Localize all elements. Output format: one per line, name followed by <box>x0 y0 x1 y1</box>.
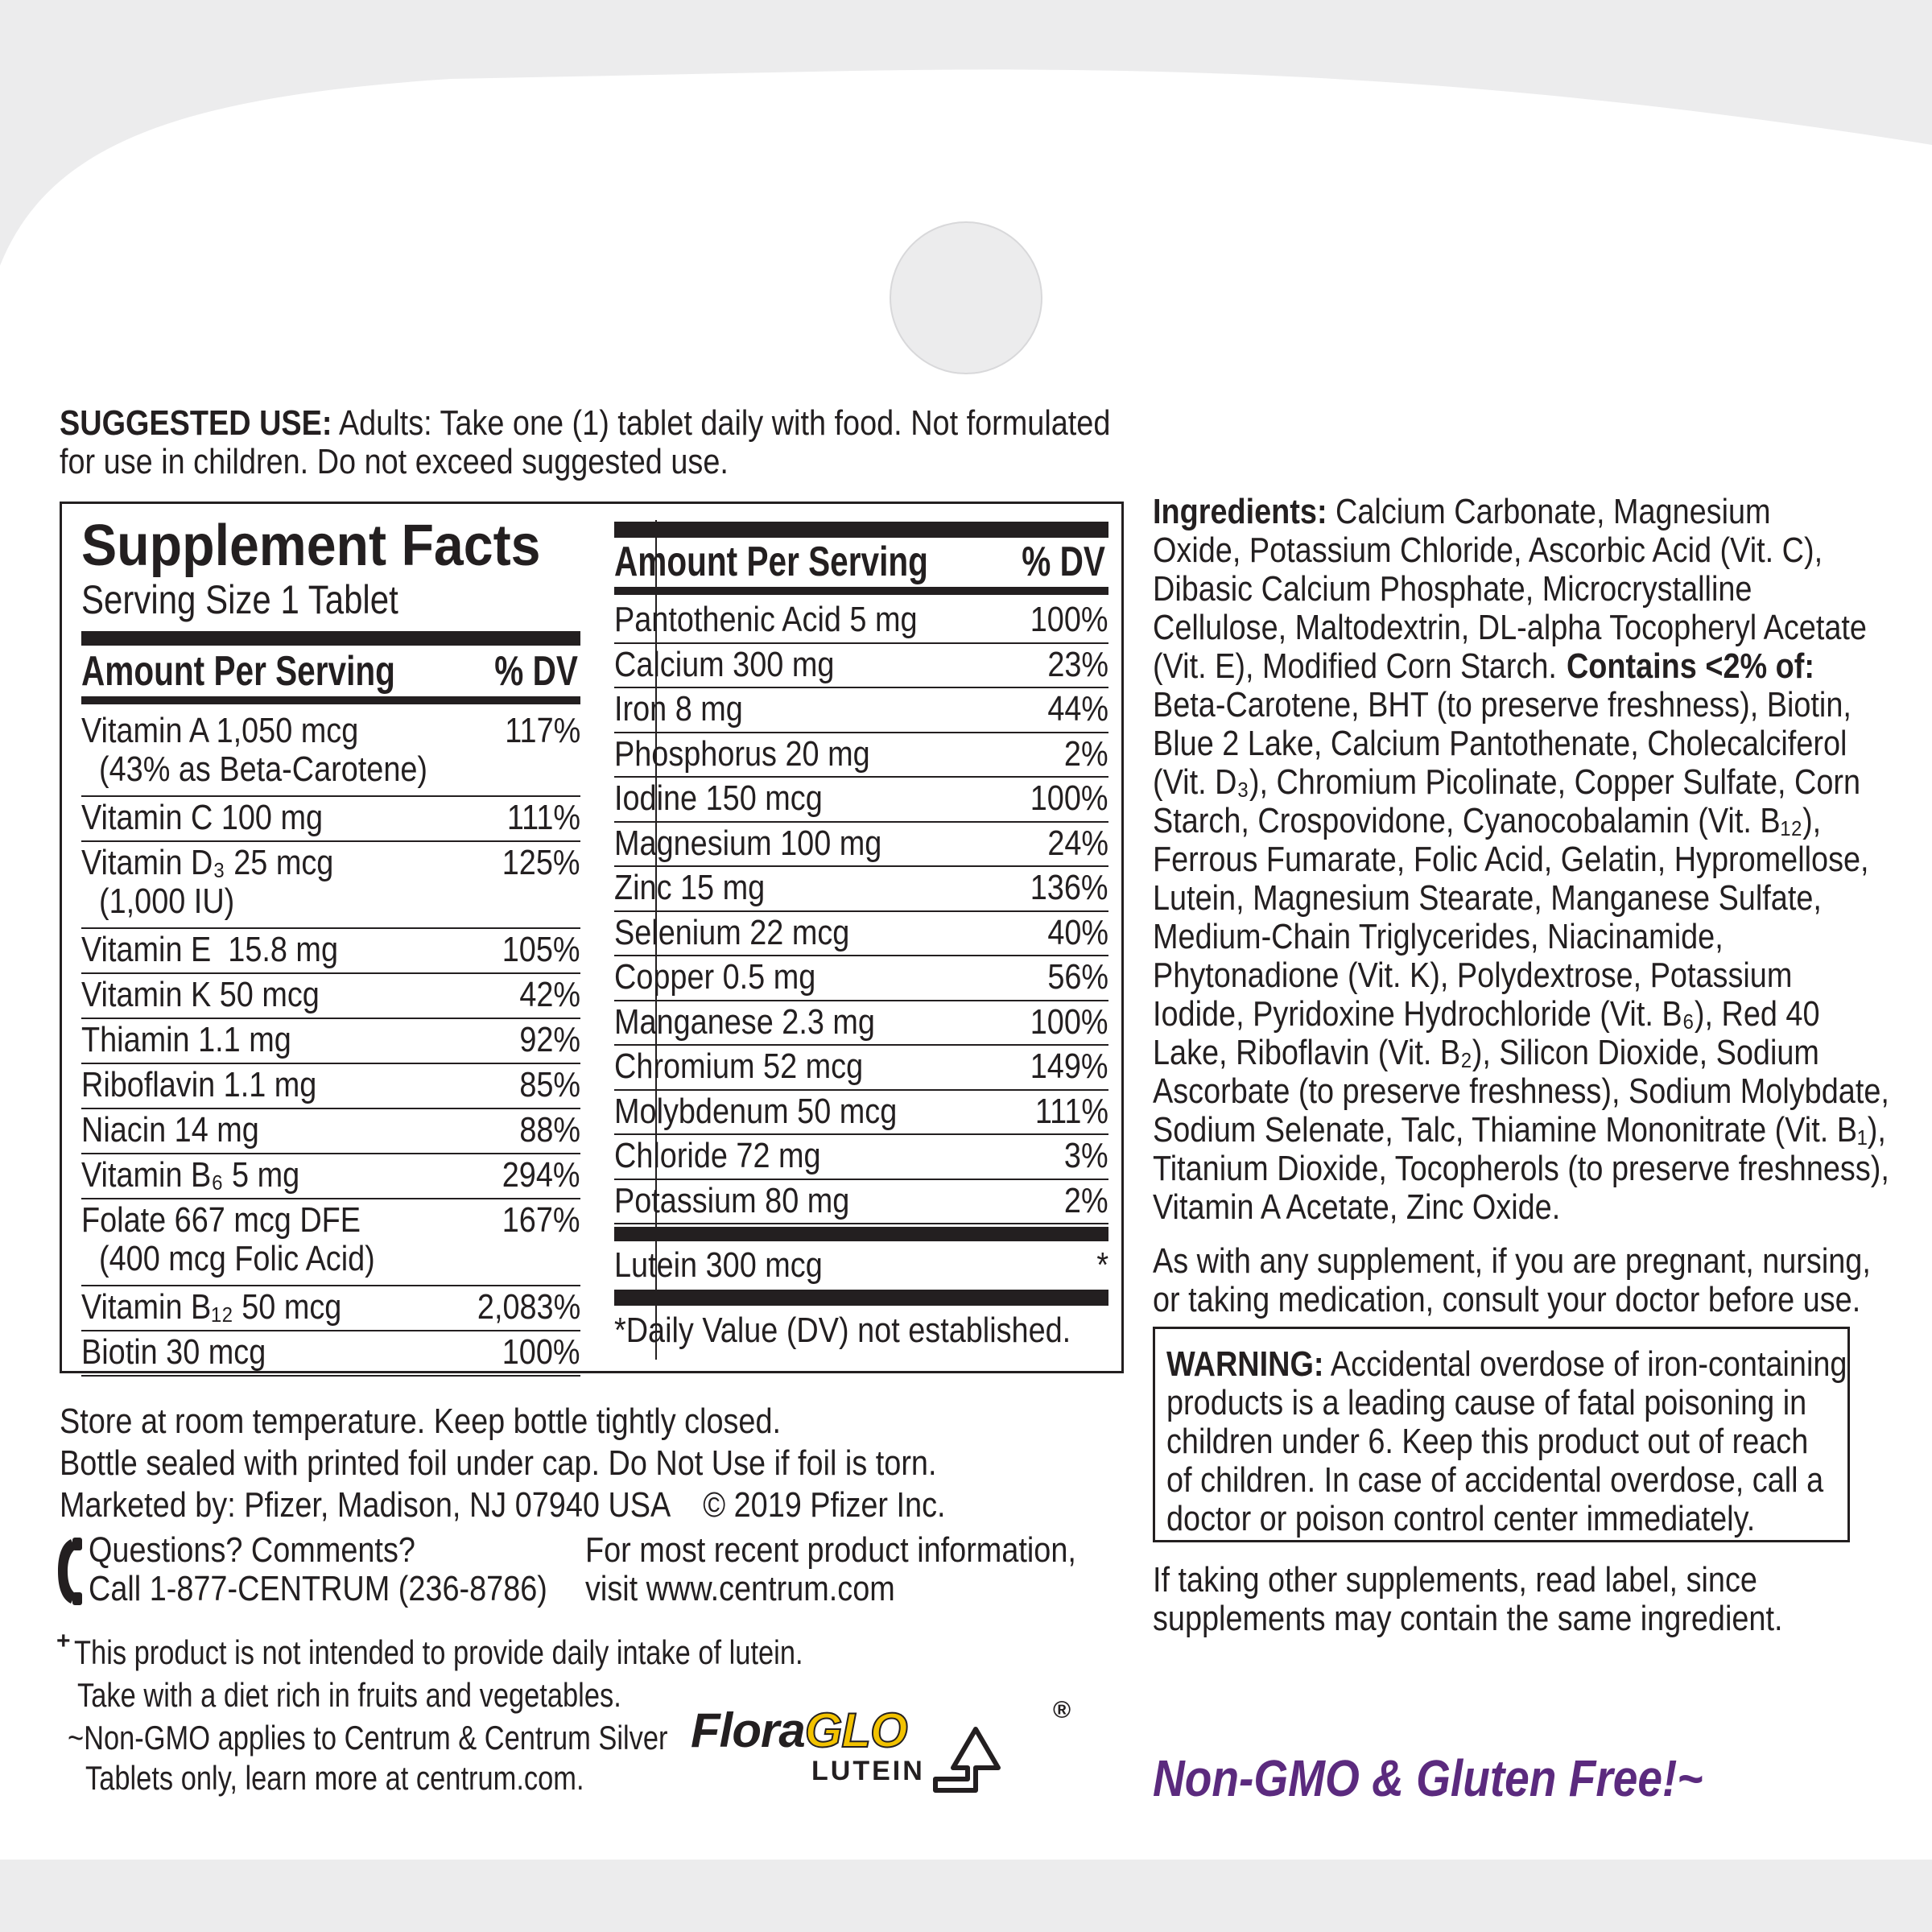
nutrient-dv: * <box>1096 1245 1108 1285</box>
medium-rule <box>81 696 580 704</box>
floraglo-flora: Flora <box>691 1703 805 1757</box>
nutrient-row <box>81 710 580 797</box>
nutrient-dv: 294% <box>502 1155 580 1195</box>
nutrient-row <box>614 1135 1108 1180</box>
nutrient-row <box>81 1109 580 1154</box>
amount-per-serving-header-right: Amount Per Serving <box>614 539 928 585</box>
nutrient-name: Zinc 15 mg <box>614 868 766 907</box>
nutrient-row <box>614 733 1108 778</box>
nutrient-dv: 85% <box>519 1065 580 1104</box>
warning-box <box>1153 1327 1850 1542</box>
nutrient-name: Potassium 80 mg <box>614 1180 850 1220</box>
ingredients-text: Phytonadione (Vit. K), Polydextrose, Potassium <box>1153 956 1793 995</box>
product-info-url[interactable]: visit www.centrum.com <box>585 1569 895 1608</box>
phone-icon <box>56 1538 84 1605</box>
nutrient-row <box>81 1064 580 1109</box>
lutein-bottom-rule <box>614 1290 1108 1306</box>
ingredients-text: Ferrous Fumarate, Folic Acid, Gelatin, Hypromellose, <box>1153 840 1869 879</box>
nutrient-dv: 92% <box>519 1020 580 1059</box>
nutrient-dv: 100% <box>502 1332 580 1372</box>
ingredients-line <box>1153 647 1814 686</box>
nutrient-name: Selenium 22 mcg <box>614 912 850 952</box>
nutrient-row <box>614 1046 1108 1091</box>
nutrient-dv: 100% <box>1030 778 1108 818</box>
nutrient-subtext: (400 mcg Folic Acid) <box>99 1239 375 1278</box>
ingredients-line <box>1153 802 1821 840</box>
nutrient-row <box>81 1286 580 1331</box>
nongmo-note-line2: Tablets only, learn more at centrum.com. <box>85 1759 584 1797</box>
nutrient-name: Pantothenic Acid 5 mg <box>614 600 918 639</box>
warning-line1 <box>1166 1345 1847 1384</box>
supplement-facts-title: Supplement Facts <box>81 514 541 578</box>
contact-phone[interactable]: Call 1-877-CENTRUM (236-8786) <box>89 1569 547 1608</box>
amount-per-serving-header: Amount Per Serving <box>81 648 395 695</box>
nutrient-dv: 111% <box>506 798 580 837</box>
ingredients-line <box>1153 531 1823 570</box>
thick-rule-right <box>614 522 1108 538</box>
nutrient-name: Iron 8 mg <box>614 689 743 729</box>
ingredients-text: Dibasic Calcium Phosphate, Microcrystalline <box>1153 569 1752 609</box>
nutrient-row <box>614 599 1108 644</box>
ingredients-text: Oxide, Potassium Chloride, Ascorbic Acid (Vit. C), <box>1153 530 1823 570</box>
nutrient-name: Vitamin D₃ 25 mcg <box>81 843 334 882</box>
nutrient-row <box>81 1019 580 1064</box>
floraglo-arrow-icon <box>932 1723 1021 1795</box>
nutrient-dv: 2% <box>1064 733 1108 774</box>
ingredients-line <box>1153 763 1860 802</box>
nutrient-dv: 44% <box>1047 689 1108 729</box>
nutrient-dv: 149% <box>1030 1046 1108 1086</box>
serving-size: Serving Size 1 Tablet <box>81 577 398 622</box>
ingredients-line <box>1153 995 1820 1034</box>
nutrient-row <box>81 1331 580 1377</box>
nutrient-row <box>614 912 1108 957</box>
nutrient-name: Lutein 300 mcg <box>614 1245 823 1285</box>
lutein-note-mark: + <box>56 1628 71 1654</box>
ingredients-text: Medium-Chain Triglycerides, Niacinamide, <box>1153 917 1724 956</box>
product-info-line1: For most recent product information, <box>585 1530 1076 1570</box>
ingredients-text: Titanium Dioxide, Tocopherols (to preserve freshness), <box>1153 1149 1889 1188</box>
storage-line2: Bottle sealed with printed foil under cap. Do Not Use if foil is torn. <box>60 1443 937 1483</box>
nutrient-name: Magnesium 100 mg <box>614 823 882 863</box>
thick-rule <box>81 631 580 646</box>
ingredients-text: Sodium Selenate, Talc, Thiamine Mononitrate (Vit. B₁), <box>1153 1110 1886 1150</box>
storage-line1: Store at room temperature. Keep bottle tightly closed. <box>60 1402 782 1441</box>
nutrient-name: Biotin 30 mcg <box>81 1332 266 1372</box>
nutrient-name: Vitamin E 15.8 mg <box>81 930 339 969</box>
nutrient-dv: 100% <box>1030 600 1108 639</box>
nutrient-name: Folate 667 mcg DFE <box>81 1200 361 1240</box>
ingredients-text: Starch, Crospovidone, Cyanocobalamin (Vit. B₁₂), <box>1153 801 1822 840</box>
nutrient-row-lutein <box>614 1245 1108 1290</box>
ingredients-line <box>1153 956 1792 995</box>
ingredients-line <box>1153 1111 1886 1150</box>
nutrient-dv: 111% <box>1034 1091 1108 1131</box>
floraglo-logo <box>691 1697 1077 1802</box>
ingredients-text: Iodide, Pyridoxine Hydrochloride (Vit. B₆), Red 40 <box>1153 994 1820 1034</box>
ingredients-line <box>1153 1188 1560 1227</box>
nutrient-name: Molybdenum 50 mcg <box>614 1091 898 1131</box>
nutrient-row <box>614 867 1108 912</box>
nutrient-row <box>81 1154 580 1199</box>
lutein-top-rule <box>614 1227 1108 1241</box>
suggested-use-label: SUGGESTED USE: <box>60 403 332 443</box>
other-supplements-line1: If taking other supplements, read label, since <box>1153 1560 1757 1600</box>
supplement-facts-panel <box>60 502 1124 1373</box>
nutrient-row <box>81 929 580 974</box>
lutein-note-line1: This product is not intended to provide daily intake of lutein. <box>74 1633 803 1671</box>
pregnancy-note-line1: As with any supplement, if you are pregnant, nursing, <box>1153 1241 1871 1281</box>
nutrient-row <box>614 1180 1108 1225</box>
dv-header: % DV <box>494 648 578 695</box>
nutrient-row <box>614 1091 1108 1136</box>
warning-line2: products is a leading cause of fatal poisoning in <box>1166 1383 1807 1422</box>
nutrient-dv: 117% <box>505 711 580 750</box>
floraglo-lutein: LUTEIN <box>811 1756 925 1786</box>
ingredients-text: Calcium Carbonate, Magnesium <box>1327 492 1771 531</box>
nutrient-dv: 40% <box>1047 912 1108 952</box>
ingredients-line <box>1153 609 1867 647</box>
nutrient-name: Chromium 52 mcg <box>614 1046 864 1086</box>
nutrient-subtext: (43% as Beta-Carotene) <box>99 749 428 789</box>
nutrient-name: Chloride 72 mg <box>614 1136 821 1175</box>
nutrient-dv: 88% <box>519 1110 580 1150</box>
nutrient-row <box>614 688 1108 733</box>
floraglo-wordmark <box>691 1705 907 1757</box>
hang-hole <box>890 222 1042 374</box>
nutrient-name: Copper 0.5 mg <box>614 957 816 997</box>
nutrient-dv: 23% <box>1047 644 1108 684</box>
nutrient-name: Manganese 2.3 mg <box>614 1001 875 1042</box>
floraglo-glo: GLO <box>804 1703 907 1757</box>
nutrient-name: Riboflavin 1.1 mg <box>81 1065 317 1104</box>
medium-rule-right <box>614 587 1108 595</box>
lutein-note-line2: Take with a diet rich in fruits and vegetables. <box>77 1676 621 1714</box>
ingredients-line <box>1153 1072 1889 1111</box>
ingredients-text: Ascorbate (to preserve freshness), Sodium Molybdate, <box>1153 1071 1889 1111</box>
ingredients-line <box>1153 493 1771 531</box>
other-supplements-line2: supplements may contain the same ingredient. <box>1153 1599 1783 1638</box>
ingredients-line <box>1153 879 1822 918</box>
warning-line4: of children. In case of accidental overdose, call a <box>1166 1460 1824 1500</box>
nutrient-dv: 100% <box>1030 1001 1108 1042</box>
ingredients-line <box>1153 840 1869 879</box>
nutrient-name: Vitamin K 50 mcg <box>81 975 320 1014</box>
nutrient-row <box>81 974 580 1019</box>
nutrient-dv: 2% <box>1064 1180 1108 1220</box>
nutrient-row <box>614 644 1108 689</box>
ingredients-line <box>1153 724 1847 763</box>
nutrient-dv: 56% <box>1047 957 1108 997</box>
nutrient-row <box>81 1199 580 1286</box>
ingredients-text: Blue 2 Lake, Calcium Pantothenate, Cholecalciferol <box>1153 724 1847 763</box>
suggested-use-line2: for use in children. Do not exceed suggested use. <box>60 442 729 481</box>
nutrient-subtext: (1,000 IU) <box>99 881 235 921</box>
ingredients-text: Beta-Carotene, BHT (to preserve freshness), Biotin, <box>1153 685 1852 724</box>
nutrient-row <box>614 823 1108 868</box>
ingredients-text: (Vit. D₃), Chromium Picolinate, Copper Sulfate, Corn <box>1153 762 1861 802</box>
nongmo-note-line1: ~Non-GMO applies to Centrum & Centrum Silver <box>68 1719 668 1757</box>
nutrient-dv: 167% <box>502 1200 580 1240</box>
nutrient-name: Vitamin B₆ 5 mg <box>81 1155 300 1195</box>
nutrient-row <box>614 956 1108 1001</box>
warning-label: WARNING: <box>1166 1344 1324 1384</box>
nutrient-name: Thiamin 1.1 mg <box>81 1020 291 1059</box>
nutrient-dv: 136% <box>1030 868 1108 907</box>
nutrient-dv: 125% <box>502 843 580 882</box>
nutrient-row <box>614 778 1108 823</box>
nutrient-dv: 42% <box>519 975 580 1014</box>
ingredients-line <box>1153 918 1724 956</box>
pregnancy-note-line2: or taking medication, consult your doctor before use. <box>1153 1280 1861 1319</box>
nutrient-row <box>81 842 580 929</box>
nutrient-dv: 2,083% <box>477 1287 580 1327</box>
nutrient-row <box>614 1001 1108 1046</box>
nutrient-name: Vitamin C 100 mg <box>81 798 324 837</box>
nutrient-row <box>81 797 580 842</box>
ingredients-text: Vitamin A Acetate, Zinc Oxide. <box>1153 1187 1561 1227</box>
suggested-use-text: Adults: Take one (1) tablet daily with food. Not formulated <box>332 403 1111 443</box>
nutrient-name: Vitamin A 1,050 mcg <box>81 711 359 750</box>
contact-questions: Questions? Comments? <box>89 1530 415 1570</box>
warning-line5: doctor or poison control center immediately. <box>1166 1499 1756 1538</box>
ingredients-line <box>1153 1034 1819 1072</box>
warning-text: Accidental overdose of iron-containing <box>1323 1344 1847 1384</box>
nutrient-name: Vitamin B₁₂ 50 mcg <box>81 1287 342 1327</box>
ingredients-text: (Vit. E), Modified Corn Starch. <box>1153 646 1557 686</box>
nutrient-name: Phosphorus 20 mg <box>614 733 870 774</box>
warning-line3: children under 6. Keep this product out of reach <box>1166 1422 1809 1461</box>
nutrient-name: Niacin 14 mg <box>81 1110 259 1150</box>
nutrient-dv: 105% <box>502 930 580 969</box>
ingredients-text: Lutein, Magnesium Stearate, Manganese Sulfate, <box>1153 878 1822 918</box>
ingredients-text: Cellulose, Maltodextrin, DL-alpha Tocopheryl Acetate <box>1153 608 1867 647</box>
ingredients-line <box>1153 570 1752 609</box>
nutrient-dv: 24% <box>1047 823 1108 863</box>
nutrient-name: Iodine 150 mcg <box>614 778 823 818</box>
marketed-by: Marketed by: Pfizer, Madison, NJ 07940 USA © 2019 Pfizer Inc. <box>60 1485 946 1525</box>
nutrient-name: Calcium 300 mg <box>614 644 835 684</box>
contains-less-than-label: Contains <2% of: <box>1566 646 1814 686</box>
nongmo-gluten-free-badge: Non-GMO & Gluten Free!~ <box>1153 1749 1703 1807</box>
dv-header-right: % DV <box>1022 539 1105 585</box>
dv-footnote: *Daily Value (DV) not established. <box>614 1311 1071 1350</box>
ingredients-line <box>1153 686 1852 724</box>
suggested-use-line1 <box>60 404 1110 443</box>
registered-mark: ® <box>1053 1697 1071 1724</box>
ingredients-text: Lake, Riboflavin (Vit. B₂), Silicon Dioxide, Sodium <box>1153 1033 1819 1072</box>
nutrient-dv: 3% <box>1064 1136 1108 1175</box>
ingredients-label: Ingredients: <box>1153 492 1327 531</box>
ingredients-line <box>1153 1150 1889 1188</box>
